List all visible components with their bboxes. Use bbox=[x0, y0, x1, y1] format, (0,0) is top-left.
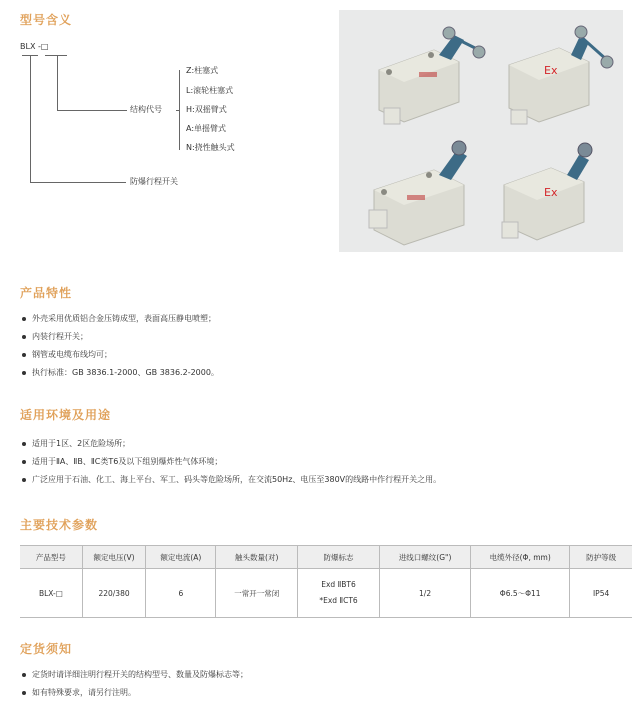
cell-voltage: 220/380 bbox=[82, 569, 145, 618]
tree-line bbox=[176, 110, 180, 111]
list-item: 如有特殊要求，请另行注明。 bbox=[22, 684, 248, 702]
column-header: 额定电压(V) bbox=[82, 546, 145, 569]
usage-list bbox=[22, 435, 441, 489]
option-item: Z:柱塞式 bbox=[186, 66, 219, 75]
column-header: 电缆外径(Φ, mm) bbox=[471, 546, 570, 569]
switch-unit-4 bbox=[502, 143, 592, 240]
model-code-prefix: BLX bbox=[20, 42, 36, 51]
cell-cable: Φ6.5～Φ11 bbox=[471, 569, 570, 618]
option-item: H:双摇臂式 bbox=[186, 105, 227, 114]
tree-line bbox=[30, 182, 126, 183]
column-header: 防护等级 bbox=[570, 546, 632, 569]
cell-ex-mark bbox=[298, 569, 380, 618]
table-header-row bbox=[20, 546, 632, 569]
product-illustration bbox=[339, 10, 623, 252]
tree-line bbox=[57, 110, 127, 111]
switch-unit-1 bbox=[379, 27, 485, 124]
column-header: 进线口螺纹(G") bbox=[379, 546, 470, 569]
cell-thread: 1/2 bbox=[379, 569, 470, 618]
option-item: A:单摇臂式 bbox=[186, 124, 227, 133]
features-title: 产品特性 bbox=[20, 286, 73, 300]
structure-code-label: 结构代号 bbox=[130, 105, 162, 114]
list-item: 内装行程开关； bbox=[22, 328, 219, 346]
model-code-box: □ bbox=[40, 42, 49, 51]
cell-current: 6 bbox=[146, 569, 216, 618]
ordering-list bbox=[22, 666, 248, 702]
list-item: 外壳采用优质铝合金压铸成型，表面高压静电喷塑； bbox=[22, 310, 219, 328]
list-item: 广泛应用于石油、化工、海上平台、军工、码头等危险场所，在交流50Hz、电压至380V的线路中作行程开关之用。 bbox=[22, 471, 441, 489]
switch-unit-3 bbox=[369, 141, 467, 245]
specs-table bbox=[20, 545, 632, 618]
ex-mark-1: Exd ⅡBT6 bbox=[321, 580, 356, 589]
ex-mark-2: *Exd ⅡCT6 bbox=[319, 596, 358, 605]
ex-mark: Ex bbox=[544, 64, 558, 77]
cell-ip: IP54 bbox=[570, 569, 632, 618]
switch-unit-2 bbox=[509, 26, 613, 124]
cell-model: BLX-□ bbox=[20, 569, 82, 618]
tree-line bbox=[30, 55, 31, 182]
model-meaning-title: 型号含义 bbox=[20, 13, 73, 27]
tree-line bbox=[45, 55, 67, 56]
product-name-label: 防爆行程开关 bbox=[130, 177, 178, 186]
ordering-title: 定货须知 bbox=[20, 642, 73, 656]
option-item: L:滚轮柱塞式 bbox=[186, 86, 234, 95]
list-item: 适用于ⅡA、ⅡB、ⅡC类T6及以下组别爆炸性气体环境； bbox=[22, 453, 441, 471]
model-code-sep: - bbox=[37, 42, 41, 51]
table-row bbox=[20, 569, 632, 618]
tree-line bbox=[57, 55, 58, 110]
option-item: N:挠性触头式 bbox=[186, 143, 235, 152]
product-photo bbox=[339, 10, 623, 252]
column-header: 防爆标志 bbox=[298, 546, 380, 569]
list-item: 执行标准：GB 3836.1-2000、GB 3836.2-2000。 bbox=[22, 364, 219, 382]
column-header: 触头数量(对) bbox=[216, 546, 298, 569]
list-item: 适用于1区、2区危险场所； bbox=[22, 435, 441, 453]
list-item: 钢管或电缆布线均可； bbox=[22, 346, 219, 364]
ex-mark: Ex bbox=[544, 186, 558, 199]
usage-title: 适用环境及用途 bbox=[20, 408, 112, 422]
specs-title: 主要技术参数 bbox=[20, 518, 99, 532]
model-code bbox=[20, 42, 48, 51]
features-list bbox=[22, 310, 219, 382]
column-header: 产品型号 bbox=[20, 546, 82, 569]
cell-contacts: 一常开一常闭 bbox=[216, 569, 298, 618]
list-item: 定货时请详细注明行程开关的结构型号、数量及防爆标志等； bbox=[22, 666, 248, 684]
column-header: 额定电流(A) bbox=[146, 546, 216, 569]
